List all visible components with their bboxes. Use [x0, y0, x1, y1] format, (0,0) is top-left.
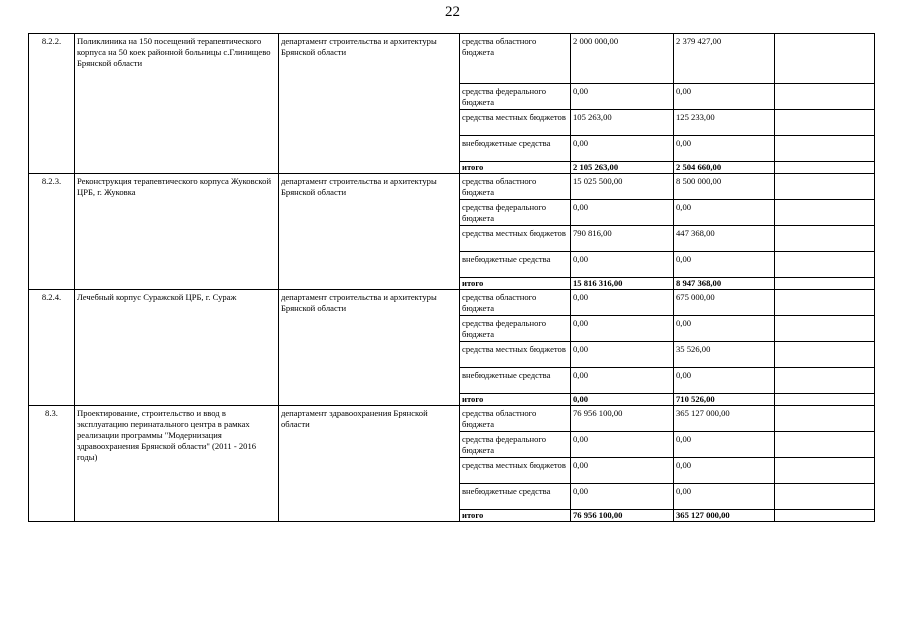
amount-col-2: 447 368,00 [674, 226, 775, 252]
page-number: 22 [445, 4, 460, 20]
total-amount-col-1: 15 816 316,00 [571, 278, 674, 290]
item-name: Реконструкция терапевтического корпуса Жуковской ЦРБ, г. Жуковка [75, 174, 279, 290]
amount-col-1: 0,00 [571, 136, 674, 162]
empty-cell [775, 174, 875, 200]
amount-col-2: 0,00 [674, 252, 775, 278]
total-label: итого [460, 162, 571, 174]
amount-col-2: 0,00 [674, 484, 775, 510]
empty-cell [775, 394, 875, 406]
funding-source: средства местных бюджетов [460, 342, 571, 368]
funding-source: средства областного бюджета [460, 406, 571, 432]
total-amount-col-1: 2 105 263,00 [571, 162, 674, 174]
empty-cell [775, 110, 875, 136]
empty-cell [775, 510, 875, 522]
responsible-department: департамент строительства и архитектуры Брянской области [279, 34, 460, 174]
total-amount-col-2: 365 127 000,00 [674, 510, 775, 522]
item-number: 8.2.4. [29, 290, 75, 406]
table-row [29, 406, 875, 432]
funding-source: средства федерального бюджета [460, 316, 571, 342]
total-amount-col-2: 8 947 368,00 [674, 278, 775, 290]
item-name: Поликлиника на 150 посещений терапевтического корпуса на 50 коек районной больницы с.Глинищево Брянской области [75, 34, 279, 174]
total-label: итого [460, 394, 571, 406]
funding-source: средства местных бюджетов [460, 110, 571, 136]
funding-source: средства местных бюджетов [460, 226, 571, 252]
responsible-department: департамент строительства и архитектуры Брянской области [279, 290, 460, 406]
empty-cell [775, 458, 875, 484]
amount-col-2: 365 127 000,00 [674, 406, 775, 432]
funding-source: внебюджетные средства [460, 252, 571, 278]
empty-cell [775, 290, 875, 316]
empty-cell [775, 34, 875, 84]
amount-col-1: 0,00 [571, 252, 674, 278]
amount-col-2: 0,00 [674, 316, 775, 342]
item-number: 8.2.2. [29, 34, 75, 174]
funding-source: средства областного бюджета [460, 174, 571, 200]
amount-col-2: 2 379 427,00 [674, 34, 775, 84]
total-amount-col-2: 2 504 660,00 [674, 162, 775, 174]
amount-col-2: 0,00 [674, 368, 775, 394]
funding-source: внебюджетные средства [460, 484, 571, 510]
responsible-department: департамент здравоохранения Брянской области [279, 406, 460, 522]
item-number: 8.2.3. [29, 174, 75, 290]
amount-col-2: 125 233,00 [674, 110, 775, 136]
empty-cell [775, 252, 875, 278]
table-row [29, 290, 875, 316]
empty-cell [775, 200, 875, 226]
amount-col-1: 0,00 [571, 342, 674, 368]
budget-table [28, 33, 875, 522]
funding-source: средства федерального бюджета [460, 84, 571, 110]
amount-col-1: 0,00 [571, 200, 674, 226]
amount-col-1: 2 000 000,00 [571, 34, 674, 84]
empty-cell [775, 226, 875, 252]
amount-col-1: 0,00 [571, 432, 674, 458]
empty-cell [775, 484, 875, 510]
empty-cell [775, 406, 875, 432]
amount-col-2: 0,00 [674, 432, 775, 458]
amount-col-2: 675 000,00 [674, 290, 775, 316]
empty-cell [775, 162, 875, 174]
total-label: итого [460, 510, 571, 522]
total-label: итого [460, 278, 571, 290]
amount-col-2: 0,00 [674, 136, 775, 162]
funding-source: внебюджетные средства [460, 136, 571, 162]
amount-col-2: 0,00 [674, 458, 775, 484]
amount-col-2: 8 500 000,00 [674, 174, 775, 200]
amount-col-2: 0,00 [674, 84, 775, 110]
amount-col-1: 0,00 [571, 290, 674, 316]
amount-col-1: 0,00 [571, 458, 674, 484]
amount-col-1: 15 025 500,00 [571, 174, 674, 200]
item-number: 8.3. [29, 406, 75, 522]
total-amount-col-1: 76 956 100,00 [571, 510, 674, 522]
responsible-department: департамент строительства и архитектуры Брянской области [279, 174, 460, 290]
table-row [29, 34, 875, 84]
funding-source: средства областного бюджета [460, 34, 571, 84]
empty-cell [775, 84, 875, 110]
amount-col-2: 0,00 [674, 200, 775, 226]
empty-cell [775, 432, 875, 458]
amount-col-2: 35 526,00 [674, 342, 775, 368]
funding-source: средства федерального бюджета [460, 432, 571, 458]
empty-cell [775, 136, 875, 162]
funding-source: средства федерального бюджета [460, 200, 571, 226]
item-name: Проектирование, строительство и ввод в эксплуатацию перинатального центра в рамках реализации программы "Модернизация здравоохранения Брянской области" (2011 - 2016 годы) [75, 406, 279, 522]
amount-col-1: 0,00 [571, 484, 674, 510]
item-name: Лечебный корпус Суражской ЦРБ, г. Сураж [75, 290, 279, 406]
amount-col-1: 76 956 100,00 [571, 406, 674, 432]
funding-source: средства областного бюджета [460, 290, 571, 316]
amount-col-1: 105 263,00 [571, 110, 674, 136]
empty-cell [775, 368, 875, 394]
table-row [29, 174, 875, 200]
amount-col-1: 790 816,00 [571, 226, 674, 252]
amount-col-1: 0,00 [571, 368, 674, 394]
total-amount-col-2: 710 526,00 [674, 394, 775, 406]
funding-source: средства местных бюджетов [460, 458, 571, 484]
empty-cell [775, 342, 875, 368]
empty-cell [775, 316, 875, 342]
amount-col-1: 0,00 [571, 84, 674, 110]
amount-col-1: 0,00 [571, 316, 674, 342]
empty-cell [775, 278, 875, 290]
total-amount-col-1: 0,00 [571, 394, 674, 406]
funding-source: внебюджетные средства [460, 368, 571, 394]
